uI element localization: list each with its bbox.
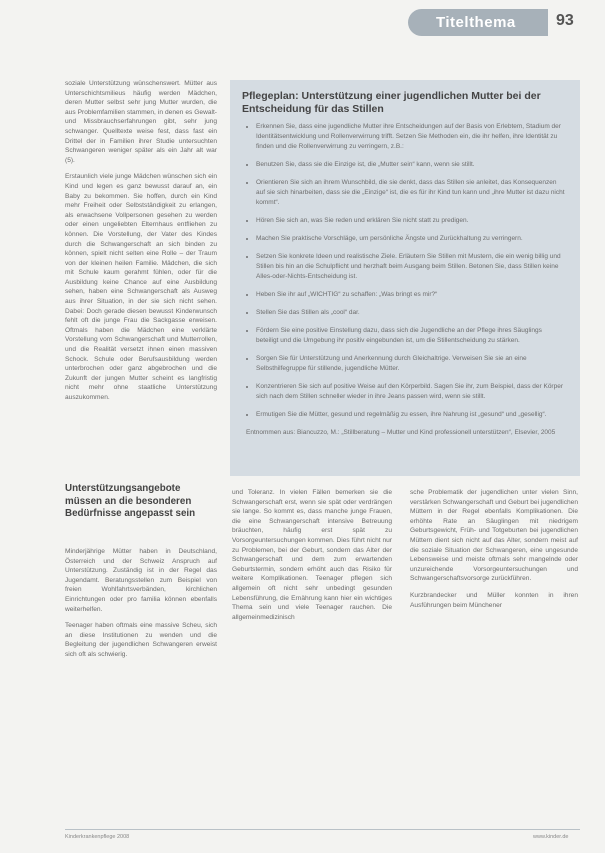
care-plan-item: • Machen Sie praktische Vorschläge, um persönliche Ängste und Zurückhaltung zu verringern. xyxy=(256,234,566,244)
paragraph: Teenager haben oftmals eine massive Scheu, sich an diese Institutionen zu wenden und die Begleitung der jugendlichen Schwangeren erweist sich oft als schwierig. xyxy=(65,622,217,658)
paragraph: Erstaunlich viele junge Mädchen wünschen sich ein Kind und legen es ganz bewusst darauf an, ein Baby zu bekommen. Sie hoffen, durch ein Kind mehr Freiheit oder Selbstständigkeit zu erlangen, als erwachsene Vollpersonen gesehen zu werden oder einen ungeliebten Elternhaus entfliehen zu können. Die Vorstellung, der Vater des Kindes durch die Schwangerschaft an sich binden zu können, spielt nicht selten eine Rolle – der Traum von der kleinen heilen Familie. Mädchen, die sich mit Schule kaum gerahmt fühlen, oder für die Ausbildung keine Chance auf eine Ausbildung sehen, haben eine Schwangerschaft als Ausweg aus ihrer Situation, in der sie sich nicht sehen. Dabei: Doch gerade diesen bewusst Kinderwunsch fehlt oft die junge Frau die Sackgasse erweisen. Oftmals haben die Mädchen eine verklärte Vorstellung vom Schwangerschaft und Mutterrollen, und die Realität versetzt ihnen einen massiven Schock. Schule oder Berufsausbildung werden unterbrochen oder ganz abgebrochen und die Zukunft der jungen Mutter scheint es langfristig nicht mehr ohne staatliche Unterstützung auszukommen. xyxy=(65,173,217,401)
care-plan-item: • Hören Sie sich an, was Sie reden und erklären Sie nicht statt zu predigen. xyxy=(256,216,566,226)
section-subheading: Unterstützungsangebote müssen an die besonderen Bedürfnisse angepasst sein xyxy=(65,483,196,519)
section-tab xyxy=(408,9,548,36)
care-plan-item: • Heben Sie ihr auf „WICHTIG“ zu schaffen: „Was bringt es mir?“ xyxy=(256,290,566,300)
care-plan-source: Entnommen aus: Biancuzzo, M.: „Stillberatung – Mutter und Kind professionell unterstützen“, Elsevier, 2005 xyxy=(246,429,556,436)
paragraph: soziale Unterstützung wünschenswert. Mütter aus Unterschichtsmilieus häufig werden Mädchen, deren Mutter selbst sehr jung Mutter wurden, die aus Problemfamilien stammen, in denen es Gewalt- und Missbrauchserfahrungen gibt, sehr jung schwanger. Quelltexte weise fest, dass fast ein Drittel der in Familien ihrer Studie untersuchten Schwangeren weniger später als ein Jahr alt war (5). xyxy=(65,80,217,164)
care-plan-box xyxy=(230,80,580,476)
care-plan-item: • Benutzen Sie, dass sie die Einzige ist, die „Mutter sein“ kann, wenn sie stillt. xyxy=(256,160,566,170)
right-bottom-text xyxy=(410,488,578,617)
care-plan-item: • Sorgen Sie für Unterstützung und Anerkennung durch Gleichaltrige. Verweisen Sie sie an eine Selbsthilfegruppe für stillende, jugendliche Mütter. xyxy=(256,354,566,374)
left-column-text xyxy=(65,79,217,410)
care-plan-item: • Erkennen Sie, dass eine jugendliche Mutter ihre Entscheidungen auf der Basis von Erlebtem, Stadium der Identitätsentwicklung und Rollenverwirrung trifft. Setzen Sie Methoden ein, die ihr helfen, ihre Identität zu finden und die Rollenverwirrung zu verringern, z.B.: xyxy=(256,122,566,152)
care-plan-item: • Stellen Sie das Stillen als „cool“ dar. xyxy=(256,308,566,318)
care-plan-item: • Fördern Sie eine positive Einstellung dazu, dass sich die Jugendliche an der Pflege ihres Säuglings beteiligt und die Umgebung ihr positiv eingebunden ist, um die Stillentscheidung zu stärken. xyxy=(256,326,566,346)
middle-bottom-text xyxy=(232,488,392,629)
paragraph: Minderjährige Mütter haben in Deutschland, Österreich und der Schweiz Anspruch auf Unterstützung. Zuständig ist in der Regel das Jugendamt. Beratungsstellen zum Beispiel von freien Wohlfahrtsverbänden, kirchlichen Einrichtungen oder pro familia können ebenfalls weiterhelfen. xyxy=(65,548,217,613)
paragraph: und Toleranz. In vielen Fällen bemerken sie die Schwangerschaft erst, wenn sie spät oder verdrängen sie lange. So kommt es, dass manche junge Frauen, die eine Schwangerschaft intensive Betreuung bräuchten, häufig erst spät zu Vorsorgeuntersuchungen kommen. Dies führt nicht nur zu Problemen, bei der Geburt, sondern das Alter der Schwangerschaft und dem zum erwartenden Geburtstermin, sondern erhöht auch das Risiko für weitere Komplikationen. Teenager pflegen sich allgemein oft nicht sehr unbedingt gesunden Lebensführung, die Ernährung kann hier ein wichtiges Thema sein und viele Teenager rauchen. Die allgemeinmedizinisch xyxy=(232,489,392,621)
footer-website: www.kinder.de xyxy=(533,834,569,840)
page-number: 93 xyxy=(556,12,574,29)
paragraph: sche Problematik der jugendlichen unter vielen Sinn, verstärken Schwangerschaft und Geburt bei jugendlichen Müttern in der Regel ebenfalls Komplikationen. Die erhöhte Rate an Säuglingen mit niedrigem Geburtsgewicht, Früh- und Totgeburten bei jugendlichen Müttern dient sich nicht auf das Alter, sondern meist auf die soziale Situation der Schwangeren, eine ungesunde Lebensweise und meiste oftmals sehr mangelnde oder unzureichende Vorsorgeuntersuchungen und Schwangerschaftsvorsorge zurückführen. xyxy=(410,489,578,583)
care-plan-item: • Orientieren Sie sich an ihrem Wunschbild, die sie denkt, dass das Stillen sie anleitet, das Konsequenzen auf sie sich hinarbeiten, dass sie die „Einzige“ ist, die es für ihr Kind tun kann und „ihre Mutter ist dazu nicht kommt“. xyxy=(256,178,566,208)
care-plan-item: • Ermutigen Sie die Mütter, gesund und regelmäßig zu essen, ihre Nahrung ist „gesund“ und „gesellig“. xyxy=(256,410,566,420)
section-title: Titelthema xyxy=(436,14,516,31)
footer-journal: Kinderkrankenpflege 2008 xyxy=(65,834,130,840)
care-plan-title: Pflegeplan: Unterstützung einer jugendlichen Mutter bei der Entscheidung für das Stillen xyxy=(242,90,541,115)
footer-divider xyxy=(65,829,580,830)
care-plan-list xyxy=(230,122,580,420)
left-bottom-text xyxy=(65,547,217,667)
paragraph: Kurzbrandecker und Müller konnten in ihren Ausführungen beim Münchener xyxy=(410,591,578,609)
care-plan-item: • Setzen Sie konkrete Ideen und realistische Ziele. Erläutern Sie Stillen mit Mustern, die ein wenig billig und Stillen bis hin an die Schulpflicht und herzhaft beim Ausgang beim Stillen. Betonen Sie, dass Stillen keine Alles-oder-Nichts-Entscheidung ist. xyxy=(256,252,566,282)
care-plan-item: • Konzentrieren Sie sich auf positive Weise auf den Körperbild. Sagen Sie ihr, zum Beispiel, dass der Körper sich nach dem Stillen schneller wieder in ihre Jeans passen wird, wenn sie stillt. xyxy=(256,382,566,402)
